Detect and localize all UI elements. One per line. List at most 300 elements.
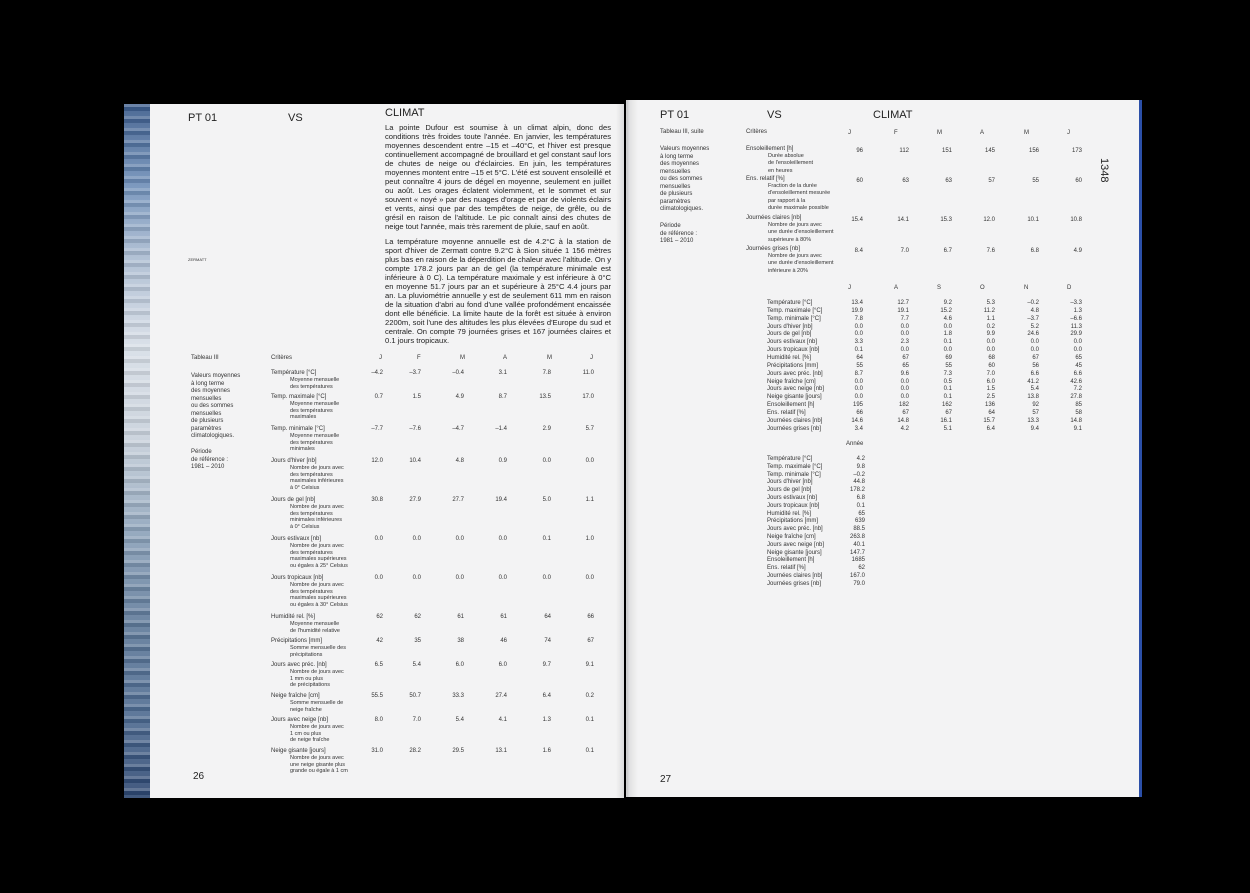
row-label: Neige gisante [jours]: [767, 394, 822, 401]
description-line: climatologiques.: [191, 433, 235, 439]
annual-cell: 639: [854, 518, 865, 525]
row-description: d'ensoleillement mesurée: [768, 190, 831, 197]
table-cell: 12.0: [371, 458, 383, 464]
row-label: Journées claires [nb]: [767, 573, 823, 579]
table-cell: 173: [1071, 148, 1082, 154]
table-cell: 0.0: [374, 575, 383, 581]
table-cell: –1.4: [495, 426, 507, 432]
table-cell: 9.9: [986, 331, 995, 338]
month-header: M: [937, 130, 942, 136]
table-cell: 0.0: [542, 575, 551, 581]
table-cell: 0.0: [1030, 339, 1039, 346]
table-cell: 0.9: [498, 458, 507, 464]
month-header: A: [980, 130, 985, 136]
left-reference-period: [191, 449, 228, 472]
annual-cell: 65: [858, 510, 865, 517]
table-cell: 6.0: [986, 378, 995, 385]
table-cell: 0.0: [854, 386, 863, 393]
row-label: Ensoleillement [h]: [746, 146, 794, 152]
row-description: 1 cm ou plus: [290, 730, 322, 737]
row-description: de l'ensoleillement: [768, 160, 814, 167]
table-cell: 27.4: [495, 693, 507, 699]
period-line: de référence :: [191, 456, 229, 463]
table-cell: 60: [856, 178, 863, 184]
description-line: à long terme: [191, 380, 225, 387]
description-line: Valeurs moyennes: [191, 373, 241, 379]
description-line: des moyennes: [660, 161, 700, 167]
table-cell: 9.2: [943, 300, 952, 306]
annual-cell: 147.7: [849, 549, 865, 556]
description-line: de plusieurs: [191, 418, 224, 424]
table-cell: 29.9: [1070, 331, 1082, 338]
table-cell: 6.8: [1030, 248, 1039, 254]
table-cell: 15.7: [983, 417, 995, 424]
table-cell: 0.0: [943, 323, 952, 330]
table-cell: 14.1: [897, 217, 909, 223]
table-cell: 14.8: [1070, 417, 1082, 424]
row-description: Somme mensuelle des: [290, 645, 346, 651]
table-cell: 1.3: [1073, 307, 1082, 314]
table-cell: 7.0: [412, 717, 421, 723]
table-cell: 67: [587, 638, 594, 644]
row-description: Moyenne mensuelle: [290, 377, 340, 383]
row-label: Précipitations [mm]: [767, 518, 819, 525]
table-cell: 31.0: [371, 748, 383, 754]
table-cell: 0.1: [585, 717, 594, 723]
table-cell: 182: [898, 402, 909, 409]
table-cell: 145: [984, 148, 995, 154]
left-header-canton: VS: [288, 112, 303, 124]
table-cell: 0.0: [374, 536, 383, 542]
table-cell: 1.5: [412, 394, 421, 400]
table-cell: 58: [1075, 409, 1082, 416]
row-label: Temp. maximale [°C]: [271, 394, 327, 400]
annual-cell: 62: [858, 565, 865, 572]
table-cell: 9.7: [542, 662, 551, 668]
table-cell: 0.0: [900, 378, 909, 385]
row-description: des températures: [290, 471, 333, 478]
left-table-description: [191, 373, 240, 441]
row-label: Temp. minimale [°C]: [767, 315, 821, 322]
table-cell: 66: [587, 614, 594, 620]
row-description: neige fraîche: [290, 706, 322, 713]
book-spine-shadow: [616, 100, 638, 798]
table-cell: 63: [902, 178, 909, 184]
month-header: O: [980, 285, 985, 291]
table-cell: 6.4: [542, 693, 551, 699]
month-header: D: [1067, 285, 1072, 291]
table-cell: 6.7: [943, 248, 952, 254]
row-label: Jours estivaux [nb]: [767, 339, 818, 346]
table-cell: 4.6: [943, 315, 952, 322]
table-cell: 0.0: [986, 339, 995, 346]
table-cell: 10.4: [409, 458, 421, 464]
table-cell: 61: [500, 614, 507, 620]
table-cell: –0.4: [452, 370, 464, 376]
table-cell: 0.0: [455, 575, 464, 581]
row-label: Température [°C]: [767, 456, 813, 462]
annual-cell: 0.1: [856, 502, 865, 509]
table-cell: 27.9: [409, 497, 421, 503]
table-cell: 7.0: [986, 370, 995, 377]
row-description: ou égales à 25° Celsius: [290, 562, 348, 569]
row-description: une durée d'ensoleillement: [768, 229, 834, 236]
row-label: Jours avec neige [nb]: [767, 541, 825, 548]
annual-cell: 9.8: [856, 463, 865, 470]
row-description: minimales inférieures: [290, 517, 342, 523]
table-cell: 68: [988, 354, 995, 361]
table-cell: –3.7: [1027, 315, 1039, 322]
table-cell: 41.2: [1027, 378, 1039, 385]
table-cell: 28.2: [409, 748, 421, 754]
month-header: J: [590, 355, 593, 361]
annual-cell: –0.2: [853, 471, 865, 478]
table-cell: 1.1: [585, 497, 594, 503]
table-cell: 0.1: [943, 339, 952, 346]
row-description: durée maximale possible: [768, 204, 829, 211]
row-label: Jours avec préc. [nb]: [767, 370, 823, 377]
description-line: ou des sommes: [660, 176, 703, 182]
row-label: Température [°C]: [767, 300, 813, 306]
left-header-title: CLIMAT: [385, 107, 425, 119]
row-label: Jours estivaux [nb]: [271, 536, 322, 542]
right-header-title: CLIMAT: [873, 109, 913, 121]
table-cell: 27.7: [452, 497, 464, 503]
row-description: supérieure à 80%: [768, 236, 812, 243]
annual-cell: 79.0: [853, 580, 865, 587]
table-cell: 151: [941, 148, 952, 154]
row-description: Nombre de jours avec: [290, 543, 344, 549]
table-cell: 1.0: [585, 536, 594, 542]
table-cell: 15.4: [851, 217, 863, 223]
table-cell: 6.4: [986, 425, 995, 432]
table-cell: 4.2: [900, 425, 909, 432]
table-cell: 0.7: [374, 394, 383, 400]
annual-cell: 44.8: [853, 479, 865, 486]
row-description: en heures: [768, 167, 793, 174]
table-cell: 5.4: [412, 662, 421, 668]
table-cell: 7.7: [900, 315, 909, 322]
table-cell: 195: [852, 402, 863, 409]
row-label: Temp. maximale [°C]: [767, 463, 823, 470]
table-cell: 4.1: [498, 717, 507, 723]
table-cell: 35: [414, 638, 421, 644]
left-page-number: 26: [193, 771, 205, 782]
row-description: Nombre de jours avec: [290, 465, 344, 471]
table-cell: 13.4: [851, 300, 863, 306]
table-cell: 65: [902, 362, 909, 369]
table-cell: 0.0: [900, 347, 909, 354]
table-cell: 9.6: [900, 370, 909, 377]
right-header-code: PT 01: [660, 109, 690, 121]
table-cell: 6.5: [374, 662, 383, 668]
annee-header: Année: [846, 441, 864, 447]
row-description: Nombre de jours avec: [290, 504, 344, 510]
table-cell: 0.0: [854, 394, 863, 401]
table-cell: 64: [856, 354, 863, 361]
row-label: Jours avec neige [nb]: [767, 386, 825, 393]
table-cell: 62: [376, 614, 383, 620]
table-cell: 96: [856, 148, 863, 154]
table-cell: –3.7: [409, 370, 421, 376]
description-line: mensuelles: [660, 183, 691, 190]
row-label: Jours d'hiver [nb]: [767, 479, 813, 486]
table-cell: 67: [1032, 354, 1039, 361]
table-cell: –7.7: [371, 426, 383, 432]
table-cell: 4.9: [1073, 248, 1082, 254]
table-cell: 5.0: [542, 497, 551, 503]
row-description: des températures: [290, 439, 333, 446]
table-cell: 1.3: [542, 717, 551, 723]
table-cell: 10.8: [1070, 217, 1082, 223]
table-cell: 7.8: [854, 315, 863, 322]
table-cell: –0.2: [1027, 300, 1039, 306]
row-label: Temp. minimale [°C]: [767, 471, 821, 478]
row-description: Nombre de jours avec: [290, 724, 344, 730]
row-description: Nombre de jours avec: [290, 755, 344, 761]
table-cell: 19.9: [851, 307, 863, 314]
period-line: 1981 – 2010: [660, 238, 694, 244]
row-label: Neige fraîche [cm]: [271, 693, 320, 699]
month-header: J: [379, 355, 382, 361]
row-label: Précipitations [mm]: [767, 362, 819, 369]
description-line: climatologiques.: [660, 206, 704, 212]
table-cell: 0.0: [585, 575, 594, 581]
row-label: Jours tropicaux [nb]: [767, 502, 820, 509]
row-label: Humidité rel. [%]: [767, 354, 812, 361]
description-line: paramètres: [660, 198, 691, 205]
table-cell: 2.3: [900, 339, 909, 346]
row-description: grande ou égale à 1 cm: [290, 768, 348, 774]
row-label: Jours de gel [nb]: [767, 487, 812, 494]
table-cell: 13.5: [539, 394, 551, 400]
table-cell: 4.8: [1030, 307, 1039, 314]
right-page-number: 27: [660, 774, 672, 785]
table-cell: 55: [1032, 178, 1039, 184]
description-line: ou des sommes: [191, 403, 234, 409]
table-cell: 16.1: [940, 417, 952, 424]
table-cell: 0.0: [854, 378, 863, 385]
row-description: Nombre de jours avec: [290, 582, 344, 588]
table-cell: 33.3: [452, 693, 464, 699]
month-header: M: [547, 355, 552, 361]
right-criteria-header: Critères: [746, 129, 768, 135]
table-cell: 64: [988, 409, 995, 416]
table-cell: 0.0: [900, 323, 909, 330]
row-label: Jours d'hiver [nb]: [271, 458, 317, 464]
table-cell: 0.0: [1030, 347, 1039, 354]
row-description: de l'humidité relative: [290, 627, 340, 634]
right-table-title: Tableau III, suite: [660, 129, 704, 135]
row-label: Jours d'hiver [nb]: [767, 323, 813, 330]
table-cell: 55: [945, 362, 952, 369]
month-header: A: [503, 355, 508, 361]
row-description: maximales supérieures: [290, 595, 347, 601]
row-description: par rapport à la: [768, 197, 806, 204]
table-cell: 69: [945, 354, 952, 361]
description-line: paramètres: [191, 425, 222, 432]
annual-cell: 4.2: [856, 456, 865, 462]
table-cell: 0.0: [900, 386, 909, 393]
table-cell: 0.1: [585, 748, 594, 754]
table-cell: 5.1: [943, 425, 952, 432]
table-cell: 4.9: [455, 394, 464, 400]
table-cell: –7.6: [409, 426, 421, 432]
row-description: maximales inférieures: [290, 478, 344, 484]
table-cell: 13.8: [1027, 394, 1039, 401]
table-cell: 42: [376, 638, 383, 644]
table-cell: 0.5: [943, 378, 952, 385]
row-description: Moyenne mensuelle: [290, 401, 340, 407]
row-label: Jours tropicaux [nb]: [767, 347, 820, 354]
table-cell: 7.8: [542, 370, 551, 376]
month-header: J: [1067, 130, 1070, 136]
table-cell: 24.6: [1027, 331, 1039, 338]
period-line: 1981 – 2010: [191, 464, 225, 470]
table-cell: 38: [457, 638, 464, 644]
table-cell: 1.6: [542, 748, 551, 754]
table-cell: 0.1: [943, 386, 952, 393]
row-description: maximales supérieures: [290, 556, 347, 562]
intro-paragraph: La pointe Dufour est soumise à un climat alpin, donc des conditions très froides toute l'année. En janvier, les températures moyennes descendent entre –15 et –40°C, et l'hiver est presque continuellement accompagné de brouillard et gel constant sauf lors de chutes de neige ou d'éclaircies. En juin, les températures moyennes montent entre –15 et 5°C. L'été est souvent ensoleillé et peut connaître 4 jours de dégel en moyenne, seulement en juillet ou août. Les orages éclatent violemment, et le sommet et sur souvent « noyé » par des nuages d'orage et par de violents éclairs et vents, ainsi que par des tempêtes de neige, de grêle, ou de grésil en raison de l'altitude. Le pic connaît ainsi des chutes de neige tout l'année, mais très rarement de pluie, sauf en août.: [385, 123, 611, 231]
table-cell: 13.1: [495, 748, 507, 754]
period-line: Période: [660, 223, 681, 229]
table-cell: 0.1: [542, 536, 551, 542]
table-cell: 2.5: [986, 394, 995, 401]
table-cell: 57: [988, 178, 995, 184]
row-description: à 0° Celsius: [290, 523, 320, 530]
row-description: Nombre de jours avec: [768, 253, 822, 259]
table-cell: 2.9: [542, 426, 551, 432]
table-cell: 0.0: [854, 331, 863, 338]
table-cell: 0.0: [585, 458, 594, 464]
row-label: Journées grises [nb]: [767, 425, 822, 432]
table-cell: 6.6: [1073, 370, 1082, 377]
row-label: Ens. relatif [%]: [746, 176, 785, 182]
table-cell: 30.8: [371, 497, 383, 503]
table-cell: 56: [1032, 362, 1039, 369]
table-cell: 67: [902, 409, 909, 416]
table-cell: 57: [1032, 409, 1039, 416]
row-description: minimales: [290, 446, 315, 452]
table-cell: 112: [899, 148, 909, 154]
left-criteria-header: Critères: [271, 355, 293, 361]
row-description: précipitations: [290, 651, 323, 658]
table-cell: 14.8: [897, 417, 909, 424]
table-cell: 45: [1075, 362, 1082, 369]
table-cell: 62: [414, 614, 421, 620]
table-cell: 0.2: [986, 323, 995, 330]
row-label: Jours estivaux [nb]: [767, 495, 818, 501]
table-cell: 0.0: [900, 394, 909, 401]
row-label: Temp. minimale [°C]: [271, 426, 325, 432]
row-description: une neige gisante plus: [290, 761, 346, 768]
table-cell: 1.8: [943, 331, 952, 338]
table-cell: 8.7: [854, 370, 863, 377]
table-cell: 5.4: [1030, 386, 1039, 393]
row-description: des températures: [290, 510, 333, 517]
annual-cell: 88.5: [853, 526, 865, 533]
annual-cell: 40.1: [853, 541, 865, 548]
annual-cell: 263.8: [849, 534, 865, 540]
row-label: Humidité rel. [%]: [271, 614, 316, 620]
row-label: Neige gisante [jours]: [271, 748, 326, 754]
row-label: Jours de gel [nb]: [767, 331, 812, 338]
table-cell: 7.3: [943, 370, 952, 377]
row-description: des températures: [290, 588, 333, 595]
row-label: Température [°C]: [271, 370, 317, 376]
table-cell: –4.7: [452, 426, 464, 432]
table-cell: 5.4: [455, 717, 464, 723]
side-note: ZERMATT: [188, 257, 207, 262]
table-cell: 5.3: [986, 300, 995, 306]
row-label: Temp. maximale [°C]: [767, 307, 823, 314]
row-label: Journées grises [nb]: [746, 246, 801, 252]
row-label: Neige gisante [jours]: [767, 549, 822, 556]
description-line: des moyennes: [191, 388, 231, 394]
table-cell: 85: [1075, 402, 1082, 409]
table-cell: 9.4: [1030, 425, 1039, 432]
row-label: Jours avec préc. [nb]: [271, 662, 327, 668]
right-reference-period: [660, 223, 697, 246]
table-cell: 13.3: [1027, 417, 1039, 424]
row-description: des températures: [290, 549, 333, 556]
table-cell: 6.0: [498, 662, 507, 668]
table-cell: 61: [457, 614, 464, 620]
row-description: Moyenne mensuelle: [290, 621, 340, 627]
month-header: M: [1024, 130, 1029, 136]
table-cell: 0.0: [986, 347, 995, 354]
vertical-page-number: 1348: [1098, 158, 1110, 183]
row-label: Journées claires [nb]: [767, 417, 823, 424]
month-header: S: [937, 285, 942, 291]
period-line: de référence :: [660, 230, 698, 237]
table-cell: 8.7: [498, 394, 507, 400]
table-cell: 17.0: [582, 394, 594, 400]
table-cell: 46: [500, 638, 507, 644]
table-cell: 15.3: [940, 217, 952, 223]
table-cell: 7.6: [986, 248, 995, 254]
table-cell: 14.6: [851, 417, 863, 424]
table-cell: 3.1: [498, 370, 507, 376]
table-cell: 3.4: [854, 425, 863, 432]
blue-page-edge: [1139, 100, 1142, 797]
annual-cell: 6.8: [856, 495, 865, 501]
annual-cell: 1685: [851, 557, 865, 564]
row-description: de précipitations: [290, 682, 331, 688]
description-line: à long terme: [660, 153, 694, 160]
table-cell: 60: [988, 362, 995, 369]
table-cell: 9.1: [585, 662, 594, 668]
row-label: Ens. relatif [%]: [767, 565, 806, 572]
table-cell: 1.1: [986, 315, 995, 322]
table-cell: 42.6: [1070, 378, 1082, 385]
table-cell: 136: [984, 402, 995, 409]
table-cell: 11.3: [1070, 323, 1082, 330]
table-cell: 156: [1028, 148, 1039, 154]
row-label: Neige fraîche [cm]: [767, 534, 816, 540]
table-cell: 19.1: [897, 307, 909, 314]
table-cell: 7.0: [900, 248, 909, 254]
table-cell: 66: [856, 409, 863, 416]
row-label: Jours de gel [nb]: [271, 497, 316, 503]
row-description: 1 mm ou plus: [290, 675, 324, 682]
table-cell: 65: [1075, 354, 1082, 361]
table-cell: 92: [1032, 402, 1039, 409]
row-description: Durée absolue: [768, 153, 804, 159]
row-label: Précipitations [mm]: [271, 638, 323, 644]
month-header: F: [894, 130, 898, 136]
